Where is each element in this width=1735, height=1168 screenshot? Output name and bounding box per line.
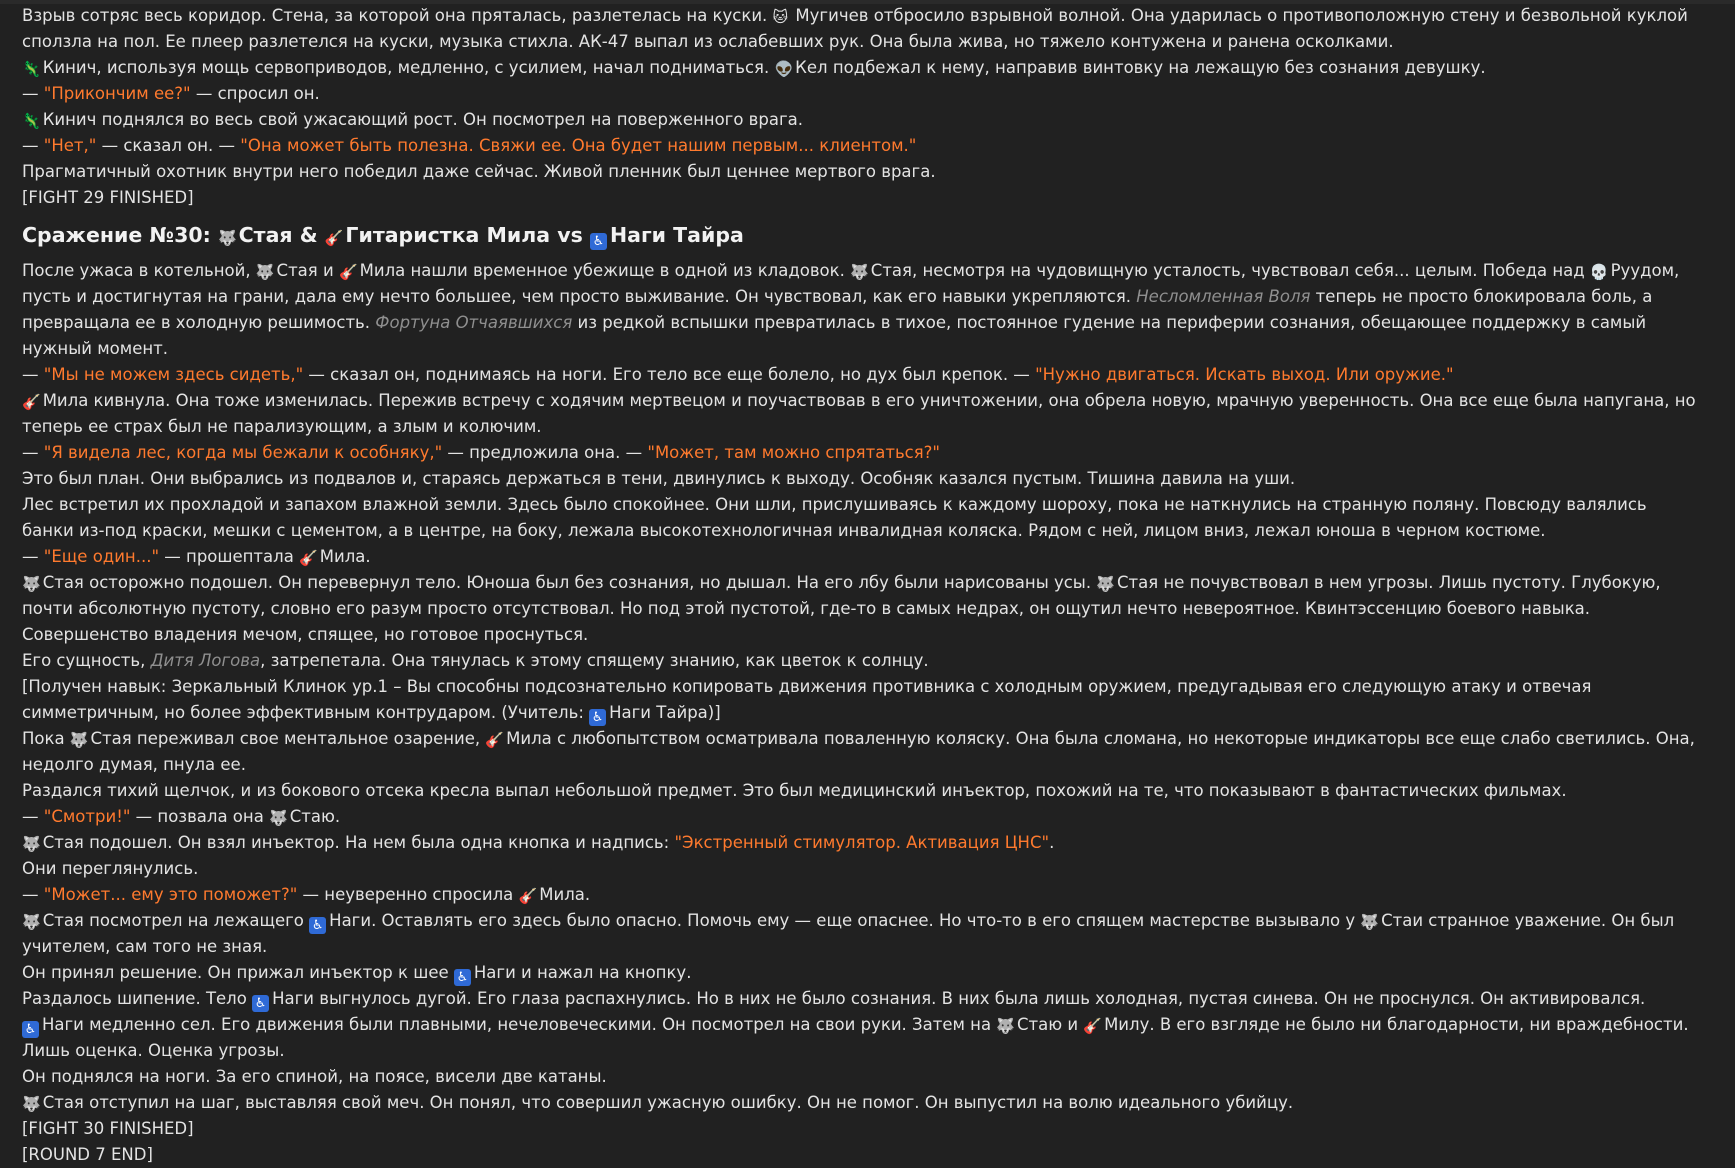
wolf-icon: 🐺 bbox=[996, 1017, 1016, 1035]
text: Они переглянулись. bbox=[22, 859, 199, 878]
paragraph bbox=[22, 778, 1702, 804]
paragraph bbox=[22, 492, 1702, 544]
dash: — bbox=[22, 84, 44, 103]
text: — сказал он. — bbox=[96, 136, 241, 155]
text: Стая переживал свое ментальное озарение, bbox=[90, 729, 486, 748]
wheelchair-icon: ♿ bbox=[309, 917, 326, 934]
text: Стая и bbox=[276, 261, 339, 280]
text: из редкой вспышки превратилась в тихое, постоянное гудение на периферии сознания, обещающее поддержку в самый нужный момент. bbox=[22, 313, 1647, 358]
paragraph bbox=[22, 1090, 1702, 1116]
guitar-icon: 🎸 bbox=[338, 263, 358, 281]
wolf-icon: 🐺 bbox=[22, 1095, 41, 1113]
paragraph-dialogue bbox=[22, 804, 1702, 830]
wolf-icon: 🐺 bbox=[850, 263, 869, 281]
text: Наги выгнулось дугой. Его глаза распахнулись. Но в них не было сознания. В них была лишь холодная, пустая синева. Он не проснулся. Он активировался. bbox=[272, 989, 1646, 1008]
text: Мила с любопытством осматривала поваленную коляску. Она была сломана, но некоторые индикаторы все еще слабо светились. Она, недолго думая, пнула ее. bbox=[22, 729, 1695, 774]
text: [FIGHT 30 FINISHED] bbox=[22, 1119, 194, 1138]
text: — позвала она bbox=[130, 807, 270, 826]
text: Стая подошел. Он взял инъектор. На нем была одна кнопка и надпись: bbox=[42, 833, 675, 852]
dash: — bbox=[22, 365, 44, 384]
text: Мила кивнула. Она тоже изменилась. Пережив встречу с ходячим мертвецом и поучаствовав в его уничтожении, она обрела новую, мрачную уверенность. Она все еще была напугана, но теперь ее страх был не парализующим, а злым и колючим. bbox=[22, 391, 1696, 436]
text: Он поднялся на ноги. За его спиной, на поясе, висели две катаны. bbox=[22, 1067, 607, 1086]
paragraph bbox=[22, 726, 1702, 778]
wolf-icon: 🐺 bbox=[22, 913, 41, 931]
text: — сказал он, поднимаясь на ноги. Его тело все еще болело, но дух был крепок. — bbox=[303, 365, 1036, 384]
wheelchair-icon: ♿ bbox=[590, 233, 607, 250]
text: теперь не просто блокировала боль, а превращала ее в холодную решимость. bbox=[22, 287, 1653, 332]
paragraph bbox=[22, 648, 1702, 674]
quote: "Может... ему это поможет?" bbox=[43, 885, 298, 904]
dash: — bbox=[22, 885, 44, 904]
text: Стая отступил на шаг, выставляя свой меч. Он понял, что совершил ужасную ошибку. Он не помог. Он выпустил на волю идеального убийцу. bbox=[42, 1093, 1294, 1112]
paragraph bbox=[22, 258, 1702, 362]
dash: — bbox=[22, 443, 44, 462]
skill-name: Несломленная Воля bbox=[1136, 287, 1311, 306]
paragraph-kinich-rises bbox=[22, 55, 1702, 81]
wheelchair-icon: ♿ bbox=[454, 969, 471, 986]
text: Стаю. bbox=[289, 807, 341, 826]
paragraph bbox=[22, 388, 1702, 440]
wheelchair-icon: ♿ bbox=[22, 1021, 39, 1038]
paragraph-explosion bbox=[22, 3, 1702, 55]
text: Стая не почувствовал в нем угрозы. Лишь пустоту. Глубокую, почти абсолютную пустоту, словно его разум просто отсутствовал. Но под этой пустотой, где-то в самых недрах, он ощутил нечто невероятное. Квинтэссенцию боевого навыка. Совершенство владения мечом, спящее, но готовое проснуться. bbox=[22, 573, 1661, 644]
lizard-icon: 🦎 bbox=[22, 112, 41, 130]
wheelchair-icon: ♿ bbox=[589, 709, 606, 726]
text: После ужаса в котельной, bbox=[22, 261, 256, 280]
fight-status bbox=[22, 1116, 1702, 1142]
text: Взрыв сотряс весь коридор. Стена, за которой она пряталась, разлетелась на куски. bbox=[22, 6, 773, 25]
text: Стая осторожно подошел. Он перевернул тело. Юноша был без сознания, но дышал. На его лбу были нарисованы усы. bbox=[42, 573, 1097, 592]
text: Стая, несмотря на чудовищную усталость, чувствовал себя... целым. Победа над bbox=[870, 261, 1590, 280]
skill-name: Фортуна Отчаявшихся bbox=[375, 313, 573, 332]
text: [ROUND 7 END] bbox=[22, 1145, 153, 1164]
paragraph-dialogue bbox=[22, 882, 1702, 908]
text: — спросил он. bbox=[190, 84, 320, 103]
text: Наги. Оставлять его здесь было опасно. Помочь ему — еще опаснее. Но что-то в его спящем мастерстве вызывало у bbox=[329, 911, 1361, 930]
guitar-icon: 🎸 bbox=[324, 229, 344, 247]
paragraph bbox=[22, 908, 1702, 960]
text: , затрепетала. Она тянулась к этому спящему знанию, как цветок к солнцу. bbox=[260, 651, 929, 670]
wheelchair-icon: ♿ bbox=[252, 995, 269, 1012]
text: Его сущность, bbox=[22, 651, 151, 670]
paragraph-dialogue bbox=[22, 81, 1702, 107]
guitar-icon: 🎸 bbox=[485, 731, 505, 749]
dash: — bbox=[22, 136, 44, 155]
paragraph-dialogue bbox=[22, 133, 1702, 159]
text: Наги медленно сел. Его движения были плавными, нечеловеческими. Он посмотрел на свои руки. Затем на bbox=[42, 1015, 997, 1034]
guitar-icon: 🎸 bbox=[1083, 1017, 1103, 1035]
text: Раздалось шипение. Тело bbox=[22, 989, 253, 1008]
quote: "Мы не можем здесь сидеть," bbox=[43, 365, 304, 384]
paragraph bbox=[22, 856, 1702, 882]
text: Кел подбежал к нему, направив винтовку на лежащую без сознания девушку. bbox=[795, 58, 1486, 77]
guitar-icon: 🎸 bbox=[22, 393, 41, 411]
text: [Получен навык: Зеркальный Клинок ур.1 – Вы способны подсознательно копировать движения противника с холодным оружием, предугадывая его следующую атаку и отвечая симметричным, но более эффективным контрударом. (Учитель: bbox=[22, 677, 1592, 722]
text: — неуверенно спросила bbox=[297, 885, 519, 904]
text: Прагматичный охотник внутри него победил даже сейчас. Живой пленник был ценнее мертвого врага. bbox=[22, 162, 936, 181]
heading-text: Наги Тайра bbox=[609, 223, 744, 247]
cat-icon: 🐱 bbox=[772, 8, 789, 26]
skull-icon: 💀 bbox=[1589, 263, 1609, 281]
paragraph bbox=[22, 159, 1702, 185]
paragraph bbox=[22, 570, 1702, 648]
wolf-icon: 🐺 bbox=[22, 835, 41, 853]
wolf-icon: 🐺 bbox=[69, 731, 89, 749]
text: Раздался тихий щелчок, и из бокового отсека кресла выпал небольшой предмет. Это был медицинский инъектор, похожий на те, что показывают в фантастических фильмах. bbox=[22, 781, 1567, 800]
text: Стаю и bbox=[1017, 1015, 1084, 1034]
paragraph-dialogue bbox=[22, 440, 1702, 466]
guitar-icon: 🎸 bbox=[518, 887, 538, 905]
quote: "Нет," bbox=[43, 136, 97, 155]
text: Лес встретил их прохладой и запахом влажной земли. Здесь было спокойнее. Они шли, прислушиваясь к каждому шороху, пока не наткнулись на странную поляну. Повсюду валялись банки из-под краски, мешки с цементом, а в центре, на боку, лежала высокотехнологичная инвалидная коляска. Рядом с ней, лицом вниз, лежал юноша в черном костюме. bbox=[22, 495, 1647, 540]
skill-gained-notice bbox=[22, 674, 1702, 726]
text: Кинич поднялся во весь свой ужасающий рост. Он посмотрел на поверженного врага. bbox=[42, 110, 804, 129]
chat-message-body bbox=[22, 3, 1702, 1168]
text: Мила. bbox=[539, 885, 591, 904]
paragraph bbox=[22, 830, 1702, 856]
dash: — bbox=[22, 807, 44, 826]
fight-heading bbox=[22, 220, 1702, 250]
wolf-icon: 🐺 bbox=[269, 809, 288, 827]
paragraph bbox=[22, 1012, 1702, 1064]
wolf-icon: 🐺 bbox=[255, 263, 275, 281]
quote: "Она может быть полезна. Свяжи ее. Она будет нашим первым... клиентом." bbox=[240, 136, 917, 155]
paragraph-dialogue bbox=[22, 544, 1702, 570]
text: Мила нашли временное убежище в одной из кладовок. bbox=[359, 261, 851, 280]
text: Стаи странное уважение. Он был учителем, сам того не зная. bbox=[22, 911, 1675, 956]
quote: "Прикончим ее?" bbox=[43, 84, 191, 103]
quote: "Еще один..." bbox=[43, 547, 160, 566]
paragraph bbox=[22, 1064, 1702, 1090]
guitar-icon: 🎸 bbox=[299, 549, 318, 567]
wolf-icon: 🐺 bbox=[217, 229, 237, 247]
text: — предложила она. — bbox=[442, 443, 648, 462]
text: Кинич, используя мощь сервоприводов, медленно, с усилием, начал подниматься. bbox=[42, 58, 775, 77]
text: — прошептала bbox=[159, 547, 300, 566]
paragraph bbox=[22, 960, 1702, 986]
text: Это был план. Они выбрались из подвалов и, стараясь держаться в тени, двинулись к выходу. Особняк казался пустым. Тишина давила на уши. bbox=[22, 469, 1296, 488]
text: Мугичев отбросило взрывной волной. Она ударилась о противоположную стену и безвольной куклой сползла на пол. Ее плеер разлетелся на куски, музыка стихла. АК-47 выпал из ослабевших рук. Она была жива, но тяжело контужена и ранена осколками. bbox=[22, 6, 1688, 51]
text: Милу. В его взгляде не было ни благодарности, ни враждебности. Лишь оценка. Оценка угрозы. bbox=[22, 1015, 1689, 1060]
text: Пока bbox=[22, 729, 70, 748]
paragraph-dialogue bbox=[22, 362, 1702, 388]
lizard-icon: 🦎 bbox=[22, 60, 41, 78]
quote: "Смотри!" bbox=[43, 807, 131, 826]
text: Он принял решение. Он прижал инъектор к шее bbox=[22, 963, 454, 982]
text: [FIGHT 29 FINISHED] bbox=[22, 188, 194, 207]
quote: "Я видела лес, когда мы бежали к особняку," bbox=[43, 443, 443, 462]
wolf-icon: 🐺 bbox=[1096, 575, 1116, 593]
text: Мила. bbox=[319, 547, 371, 566]
wolf-icon: 🐺 bbox=[22, 575, 41, 593]
alien-icon: 👽 bbox=[774, 60, 794, 78]
text: Стая посмотрел на лежащего bbox=[42, 911, 310, 930]
wolf-icon: 🐺 bbox=[1360, 913, 1380, 931]
dash: — bbox=[22, 547, 44, 566]
text: Наги Тайра)] bbox=[609, 703, 721, 722]
text: Руудом, пусть и достигнутая на грани, дала ему нечто большее, чем просто выживание. Он чувствовал, как его навыки укрепляются. bbox=[22, 261, 1680, 306]
heading-text: Гитаристка Мила vs bbox=[345, 223, 590, 247]
quote: "Нужно двигаться. Искать выход. Или оружие." bbox=[1035, 365, 1454, 384]
text: . bbox=[1049, 833, 1055, 852]
round-status bbox=[22, 1142, 1702, 1168]
quote: "Может, там можно спрятаться?" bbox=[647, 443, 941, 462]
paragraph bbox=[22, 107, 1702, 133]
heading-text: Сражение №30: bbox=[22, 223, 218, 247]
skill-name: Дитя Логова bbox=[150, 651, 261, 670]
fight-status bbox=[22, 185, 1702, 211]
quote: "Экстренный стимулятор. Активация ЦНС" bbox=[674, 833, 1050, 852]
paragraph bbox=[22, 466, 1702, 492]
heading-text: Стая & bbox=[238, 223, 325, 247]
paragraph bbox=[22, 986, 1702, 1012]
text: Наги и нажал на кнопку. bbox=[473, 963, 692, 982]
